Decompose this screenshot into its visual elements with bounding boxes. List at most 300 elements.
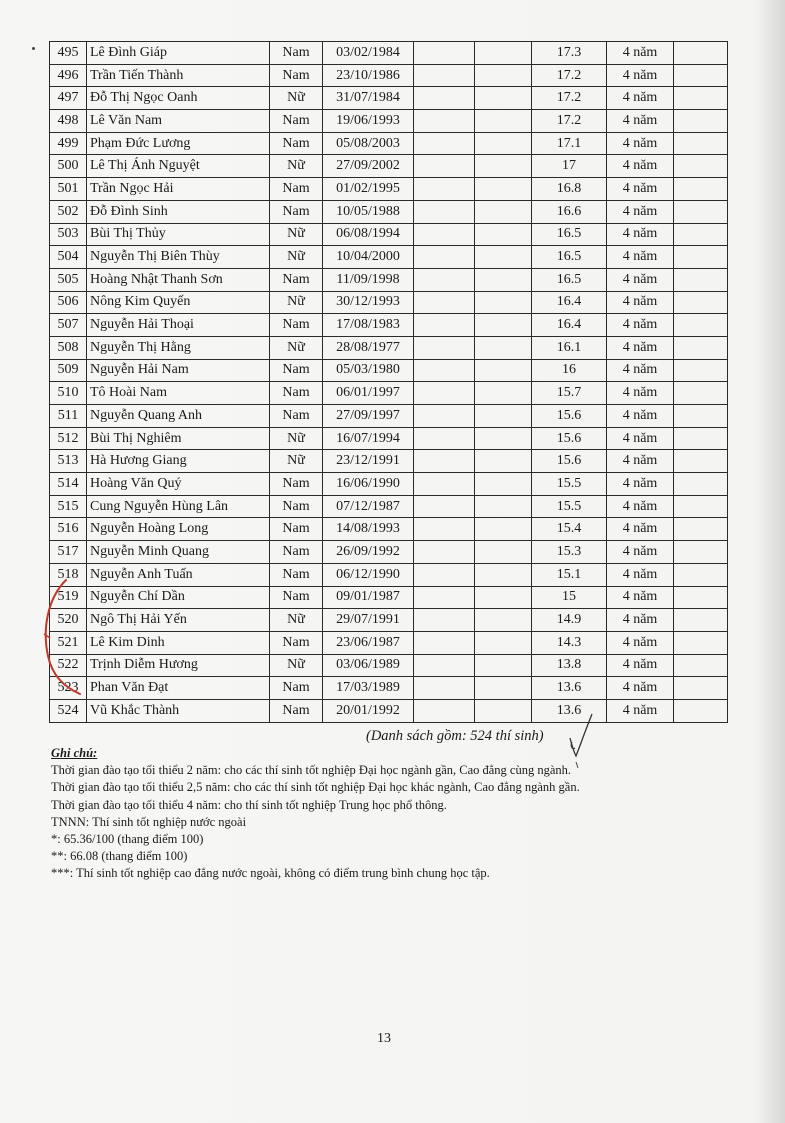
candidate-gender: Nam xyxy=(270,64,323,87)
empty-cell xyxy=(674,495,728,518)
training-duration: 4 năm xyxy=(607,473,674,496)
row-number: 515 xyxy=(50,495,87,518)
empty-cell xyxy=(475,178,532,201)
page-number: 13 xyxy=(377,1031,391,1046)
empty-cell xyxy=(674,42,728,65)
empty-cell xyxy=(414,631,475,654)
candidate-score: 13.6 xyxy=(532,699,607,722)
candidate-gender: Nam xyxy=(270,677,323,700)
table-row xyxy=(50,359,728,382)
candidate-name: Nguyễn Minh Quang xyxy=(87,541,270,564)
empty-cell xyxy=(475,495,532,518)
candidate-name: Trần Tiến Thành xyxy=(87,64,270,87)
note-line: ***: Thí sinh tốt nghiệp cao đẳng nước ngoài, không có điểm trung bình chung học tập. xyxy=(51,866,490,881)
training-duration: 4 năm xyxy=(607,336,674,359)
empty-cell xyxy=(674,654,728,677)
candidate-name: Bùi Thị Thủy xyxy=(87,223,270,246)
candidate-name: Bùi Thị Nghiêm xyxy=(87,427,270,450)
candidate-name: Nguyễn Chí Dần xyxy=(87,586,270,609)
empty-cell xyxy=(475,631,532,654)
candidate-score: 17.2 xyxy=(532,110,607,133)
candidate-birthdate: 06/01/1997 xyxy=(323,382,414,405)
candidate-birthdate: 19/06/1993 xyxy=(323,110,414,133)
training-duration: 4 năm xyxy=(607,495,674,518)
empty-cell xyxy=(674,314,728,337)
table-row xyxy=(50,268,728,291)
table-row xyxy=(50,291,728,314)
candidate-birthdate: 03/02/1984 xyxy=(323,42,414,65)
candidate-gender: Nam xyxy=(270,405,323,428)
candidate-gender: Nam xyxy=(270,132,323,155)
empty-cell xyxy=(475,42,532,65)
candidate-gender: Nam xyxy=(270,563,323,586)
candidate-gender: Nữ xyxy=(270,223,323,246)
note-line: Thời gian đào tạo tối thiểu 2,5 năm: cho các thí sinh tốt nghiệp Đại học khác ngành, Cao đẳng ngành gần. xyxy=(51,780,580,795)
candidate-score: 16.5 xyxy=(532,268,607,291)
candidate-gender: Nam xyxy=(270,541,323,564)
empty-cell xyxy=(475,541,532,564)
empty-cell xyxy=(475,473,532,496)
row-number: 508 xyxy=(50,336,87,359)
empty-cell xyxy=(414,178,475,201)
training-duration: 4 năm xyxy=(607,631,674,654)
row-number: 516 xyxy=(50,518,87,541)
empty-cell xyxy=(414,336,475,359)
candidate-birthdate: 20/01/1992 xyxy=(323,699,414,722)
row-number: 521 xyxy=(50,631,87,654)
empty-cell xyxy=(414,200,475,223)
table-row xyxy=(50,473,728,496)
empty-cell xyxy=(414,654,475,677)
candidate-score: 15.6 xyxy=(532,405,607,428)
candidate-gender: Nam xyxy=(270,473,323,496)
training-duration: 4 năm xyxy=(607,64,674,87)
empty-cell xyxy=(674,291,728,314)
training-duration: 4 năm xyxy=(607,178,674,201)
table-row xyxy=(50,132,728,155)
empty-cell xyxy=(475,223,532,246)
candidate-name: Nguyễn Thị Hằng xyxy=(87,336,270,359)
candidate-birthdate: 14/08/1993 xyxy=(323,518,414,541)
candidate-gender: Nam xyxy=(270,359,323,382)
candidate-birthdate: 05/08/2003 xyxy=(323,132,414,155)
training-duration: 4 năm xyxy=(607,382,674,405)
table-row xyxy=(50,586,728,609)
candidate-score: 17.3 xyxy=(532,42,607,65)
candidate-score: 16.4 xyxy=(532,291,607,314)
candidate-name: Đỗ Thị Ngọc Oanh xyxy=(87,87,270,110)
empty-cell xyxy=(475,268,532,291)
empty-cell xyxy=(414,563,475,586)
candidate-name: Phan Văn Đạt xyxy=(87,677,270,700)
table-row xyxy=(50,223,728,246)
empty-cell xyxy=(674,382,728,405)
candidate-name: Vũ Khắc Thành xyxy=(87,699,270,722)
candidate-score: 14.3 xyxy=(532,631,607,654)
table-row xyxy=(50,64,728,87)
training-duration: 4 năm xyxy=(607,223,674,246)
training-duration: 4 năm xyxy=(607,586,674,609)
candidate-gender: Nam xyxy=(270,110,323,133)
training-duration: 4 năm xyxy=(607,450,674,473)
empty-cell xyxy=(414,609,475,632)
candidate-birthdate: 30/12/1993 xyxy=(323,291,414,314)
empty-cell xyxy=(475,132,532,155)
candidate-score: 16.1 xyxy=(532,336,607,359)
stray-dot xyxy=(32,47,35,50)
candidate-name: Ngô Thị Hải Yến xyxy=(87,609,270,632)
candidate-gender: Nam xyxy=(270,268,323,291)
table-row xyxy=(50,699,728,722)
empty-cell xyxy=(414,699,475,722)
candidate-name: Đỗ Đình Sinh xyxy=(87,200,270,223)
row-number: 504 xyxy=(50,246,87,269)
training-duration: 4 năm xyxy=(607,132,674,155)
empty-cell xyxy=(475,609,532,632)
empty-cell xyxy=(475,155,532,178)
candidate-name: Hà Hương Giang xyxy=(87,450,270,473)
list-summary: (Danh sách gồm: 524 thí sinh) xyxy=(366,728,544,744)
candidate-birthdate: 17/08/1983 xyxy=(323,314,414,337)
training-duration: 4 năm xyxy=(607,609,674,632)
note-line: *: 65.36/100 (thang điểm 100) xyxy=(51,832,204,847)
candidate-name: Lê Văn Nam xyxy=(87,110,270,133)
empty-cell xyxy=(414,382,475,405)
empty-cell xyxy=(475,382,532,405)
training-duration: 4 năm xyxy=(607,87,674,110)
table-row xyxy=(50,609,728,632)
empty-cell xyxy=(674,609,728,632)
candidate-table xyxy=(49,41,728,723)
empty-cell xyxy=(674,473,728,496)
row-number: 496 xyxy=(50,64,87,87)
empty-cell xyxy=(674,268,728,291)
empty-cell xyxy=(414,495,475,518)
note-line: Thời gian đào tạo tối thiểu 2 năm: cho các thí sinh tốt nghiệp Đại học ngành gần, Cao đẳng cùng ngành. xyxy=(51,763,572,778)
empty-cell xyxy=(414,450,475,473)
empty-cell xyxy=(674,518,728,541)
candidate-birthdate: 06/08/1994 xyxy=(323,223,414,246)
empty-cell xyxy=(414,518,475,541)
candidate-birthdate: 23/10/1986 xyxy=(323,64,414,87)
candidate-score: 15.7 xyxy=(532,382,607,405)
candidate-score: 17.2 xyxy=(532,64,607,87)
empty-cell xyxy=(674,677,728,700)
empty-cell xyxy=(674,110,728,133)
empty-cell xyxy=(674,563,728,586)
note-line: Thời gian đào tạo tối thiểu 4 năm: cho thí sinh tốt nghiệp Trung học phổ thông. xyxy=(51,797,447,812)
candidate-gender: Nữ xyxy=(270,87,323,110)
row-number: 495 xyxy=(50,42,87,65)
candidate-birthdate: 16/06/1990 xyxy=(323,473,414,496)
candidate-birthdate: 29/07/1991 xyxy=(323,609,414,632)
table-row xyxy=(50,405,728,428)
row-number: 498 xyxy=(50,110,87,133)
candidate-gender: Nam xyxy=(270,518,323,541)
candidate-score: 14.9 xyxy=(532,609,607,632)
training-duration: 4 năm xyxy=(607,110,674,133)
empty-cell xyxy=(414,541,475,564)
table-row xyxy=(50,42,728,65)
candidate-gender: Nam xyxy=(270,586,323,609)
table-row xyxy=(50,427,728,450)
candidate-name: Nguyễn Anh Tuấn xyxy=(87,563,270,586)
candidate-score: 15.6 xyxy=(532,427,607,450)
row-number: 517 xyxy=(50,541,87,564)
table-row xyxy=(50,677,728,700)
empty-cell xyxy=(674,359,728,382)
table-row xyxy=(50,631,728,654)
empty-cell xyxy=(414,42,475,65)
row-number: 501 xyxy=(50,178,87,201)
empty-cell xyxy=(475,450,532,473)
empty-cell xyxy=(475,563,532,586)
training-duration: 4 năm xyxy=(607,541,674,564)
candidate-birthdate: 06/12/1990 xyxy=(323,563,414,586)
candidate-score: 16.5 xyxy=(532,246,607,269)
candidate-score: 17.2 xyxy=(532,87,607,110)
empty-cell xyxy=(414,223,475,246)
row-number: 518 xyxy=(50,563,87,586)
empty-cell xyxy=(674,336,728,359)
candidate-score: 17 xyxy=(532,155,607,178)
empty-cell xyxy=(414,314,475,337)
empty-cell xyxy=(414,132,475,155)
empty-cell xyxy=(475,518,532,541)
candidate-score: 15.6 xyxy=(532,450,607,473)
row-number: 497 xyxy=(50,87,87,110)
row-number: 522 xyxy=(50,654,87,677)
empty-cell xyxy=(475,314,532,337)
candidate-score: 15.5 xyxy=(532,495,607,518)
table-row xyxy=(50,178,728,201)
candidate-gender: Nam xyxy=(270,178,323,201)
training-duration: 4 năm xyxy=(607,359,674,382)
empty-cell xyxy=(674,246,728,269)
candidate-birthdate: 03/06/1989 xyxy=(323,654,414,677)
candidate-gender: Nữ xyxy=(270,246,323,269)
note-line: TNNN: Thí sinh tốt nghiệp nước ngoài xyxy=(51,814,247,829)
empty-cell xyxy=(674,450,728,473)
empty-cell xyxy=(475,654,532,677)
empty-cell xyxy=(674,87,728,110)
note-line: **: 66.08 (thang điểm 100) xyxy=(51,849,188,864)
empty-cell xyxy=(674,132,728,155)
candidate-name: Lê Kim Dinh xyxy=(87,631,270,654)
empty-cell xyxy=(414,427,475,450)
candidate-birthdate: 01/02/1995 xyxy=(323,178,414,201)
empty-cell xyxy=(674,631,728,654)
candidate-name: Lê Thị Ánh Nguyệt xyxy=(87,155,270,178)
empty-cell xyxy=(674,178,728,201)
empty-cell xyxy=(674,200,728,223)
empty-cell xyxy=(674,699,728,722)
candidate-name: Lê Đình Giáp xyxy=(87,42,270,65)
candidate-birthdate: 07/12/1987 xyxy=(323,495,414,518)
candidate-gender: Nam xyxy=(270,495,323,518)
candidate-name: Nguyễn Hoàng Long xyxy=(87,518,270,541)
candidate-birthdate: 23/12/1991 xyxy=(323,450,414,473)
table-row xyxy=(50,336,728,359)
candidate-birthdate: 10/05/1988 xyxy=(323,200,414,223)
candidate-birthdate: 27/09/1997 xyxy=(323,405,414,428)
training-duration: 4 năm xyxy=(607,155,674,178)
training-duration: 4 năm xyxy=(607,677,674,700)
empty-cell xyxy=(475,110,532,133)
empty-cell xyxy=(674,427,728,450)
candidate-score: 13.6 xyxy=(532,677,607,700)
candidate-birthdate: 10/04/2000 xyxy=(323,246,414,269)
empty-cell xyxy=(475,427,532,450)
row-number: 506 xyxy=(50,291,87,314)
row-number: 511 xyxy=(50,405,87,428)
table-row xyxy=(50,110,728,133)
empty-cell xyxy=(475,336,532,359)
training-duration: 4 năm xyxy=(607,200,674,223)
empty-cell xyxy=(475,405,532,428)
empty-cell xyxy=(414,677,475,700)
row-number: 519 xyxy=(50,586,87,609)
table-row xyxy=(50,563,728,586)
table-row xyxy=(50,450,728,473)
training-duration: 4 năm xyxy=(607,405,674,428)
training-duration: 4 năm xyxy=(607,654,674,677)
candidate-name: Nông Kim Quyến xyxy=(87,291,270,314)
candidate-score: 16.4 xyxy=(532,314,607,337)
candidate-name: Trần Ngọc Hải xyxy=(87,178,270,201)
row-number: 503 xyxy=(50,223,87,246)
notes-section xyxy=(51,745,691,883)
empty-cell xyxy=(475,699,532,722)
candidate-gender: Nữ xyxy=(270,427,323,450)
empty-cell xyxy=(414,586,475,609)
training-duration: 4 năm xyxy=(607,268,674,291)
candidate-score: 15.3 xyxy=(532,541,607,564)
training-duration: 4 năm xyxy=(607,563,674,586)
candidate-birthdate: 28/08/1977 xyxy=(323,336,414,359)
candidate-name: Cung Nguyễn Hùng Lân xyxy=(87,495,270,518)
training-duration: 4 năm xyxy=(607,518,674,541)
candidate-gender: Nữ xyxy=(270,291,323,314)
candidate-gender: Nam xyxy=(270,42,323,65)
red-ink-mark xyxy=(36,578,86,698)
row-number: 509 xyxy=(50,359,87,382)
table-row xyxy=(50,155,728,178)
empty-cell xyxy=(414,268,475,291)
table-row xyxy=(50,541,728,564)
candidate-birthdate: 11/09/1998 xyxy=(323,268,414,291)
empty-cell xyxy=(475,200,532,223)
row-number: 502 xyxy=(50,200,87,223)
candidate-gender: Nữ xyxy=(270,450,323,473)
row-number: 512 xyxy=(50,427,87,450)
row-number: 514 xyxy=(50,473,87,496)
candidate-birthdate: 26/09/1992 xyxy=(323,541,414,564)
notes-heading: Ghi chú: xyxy=(51,746,98,760)
candidate-name: Trịnh Diễm Hương xyxy=(87,654,270,677)
row-number: 513 xyxy=(50,450,87,473)
row-number: 499 xyxy=(50,132,87,155)
candidate-birthdate: 31/07/1984 xyxy=(323,87,414,110)
row-number: 507 xyxy=(50,314,87,337)
candidate-name: Nguyễn Thị Biên Thùy xyxy=(87,246,270,269)
row-number: 505 xyxy=(50,268,87,291)
table-body xyxy=(50,42,728,723)
table-row xyxy=(50,200,728,223)
candidate-score: 16.6 xyxy=(532,200,607,223)
empty-cell xyxy=(414,246,475,269)
candidate-score: 15 xyxy=(532,586,607,609)
empty-cell xyxy=(414,405,475,428)
candidate-gender: Nữ xyxy=(270,155,323,178)
candidate-gender: Nam xyxy=(270,699,323,722)
candidate-gender: Nam xyxy=(270,314,323,337)
row-number: 524 xyxy=(50,699,87,722)
training-duration: 4 năm xyxy=(607,291,674,314)
empty-cell xyxy=(475,677,532,700)
candidate-birthdate: 05/03/1980 xyxy=(323,359,414,382)
candidate-birthdate: 16/07/1994 xyxy=(323,427,414,450)
empty-cell xyxy=(475,359,532,382)
table-row xyxy=(50,87,728,110)
row-number: 510 xyxy=(50,382,87,405)
candidate-name: Nguyễn Quang Anh xyxy=(87,405,270,428)
empty-cell xyxy=(414,473,475,496)
table-row xyxy=(50,246,728,269)
training-duration: 4 năm xyxy=(607,246,674,269)
empty-cell xyxy=(674,541,728,564)
candidate-score: 15.5 xyxy=(532,473,607,496)
candidate-score: 15.1 xyxy=(532,563,607,586)
empty-cell xyxy=(475,246,532,269)
candidate-gender: Nam xyxy=(270,382,323,405)
empty-cell xyxy=(414,359,475,382)
empty-cell xyxy=(414,155,475,178)
empty-cell xyxy=(674,586,728,609)
empty-cell xyxy=(414,291,475,314)
empty-cell xyxy=(475,64,532,87)
candidate-birthdate: 27/09/2002 xyxy=(323,155,414,178)
candidate-gender: Nữ xyxy=(270,609,323,632)
row-number: 523 xyxy=(50,677,87,700)
candidate-score: 17.1 xyxy=(532,132,607,155)
candidate-birthdate: 23/06/1987 xyxy=(323,631,414,654)
candidate-name: Nguyễn Hải Nam xyxy=(87,359,270,382)
row-number: 520 xyxy=(50,609,87,632)
table-row xyxy=(50,518,728,541)
candidate-score: 16.5 xyxy=(532,223,607,246)
training-duration: 4 năm xyxy=(607,699,674,722)
candidate-gender: Nam xyxy=(270,200,323,223)
empty-cell xyxy=(414,110,475,133)
empty-cell xyxy=(475,291,532,314)
candidate-birthdate: 09/01/1987 xyxy=(323,586,414,609)
candidate-name: Hoàng Văn Quý xyxy=(87,473,270,496)
empty-cell xyxy=(414,87,475,110)
candidate-score: 16 xyxy=(532,359,607,382)
candidate-name: Hoàng Nhật Thanh Sơn xyxy=(87,268,270,291)
candidate-name: Tô Hoài Nam xyxy=(87,382,270,405)
training-duration: 4 năm xyxy=(607,427,674,450)
table-row xyxy=(50,382,728,405)
table-row xyxy=(50,495,728,518)
candidate-gender: Nam xyxy=(270,631,323,654)
empty-cell xyxy=(475,87,532,110)
candidate-score: 13.8 xyxy=(532,654,607,677)
candidate-name: Nguyễn Hải Thoại xyxy=(87,314,270,337)
empty-cell xyxy=(414,64,475,87)
empty-cell xyxy=(674,155,728,178)
